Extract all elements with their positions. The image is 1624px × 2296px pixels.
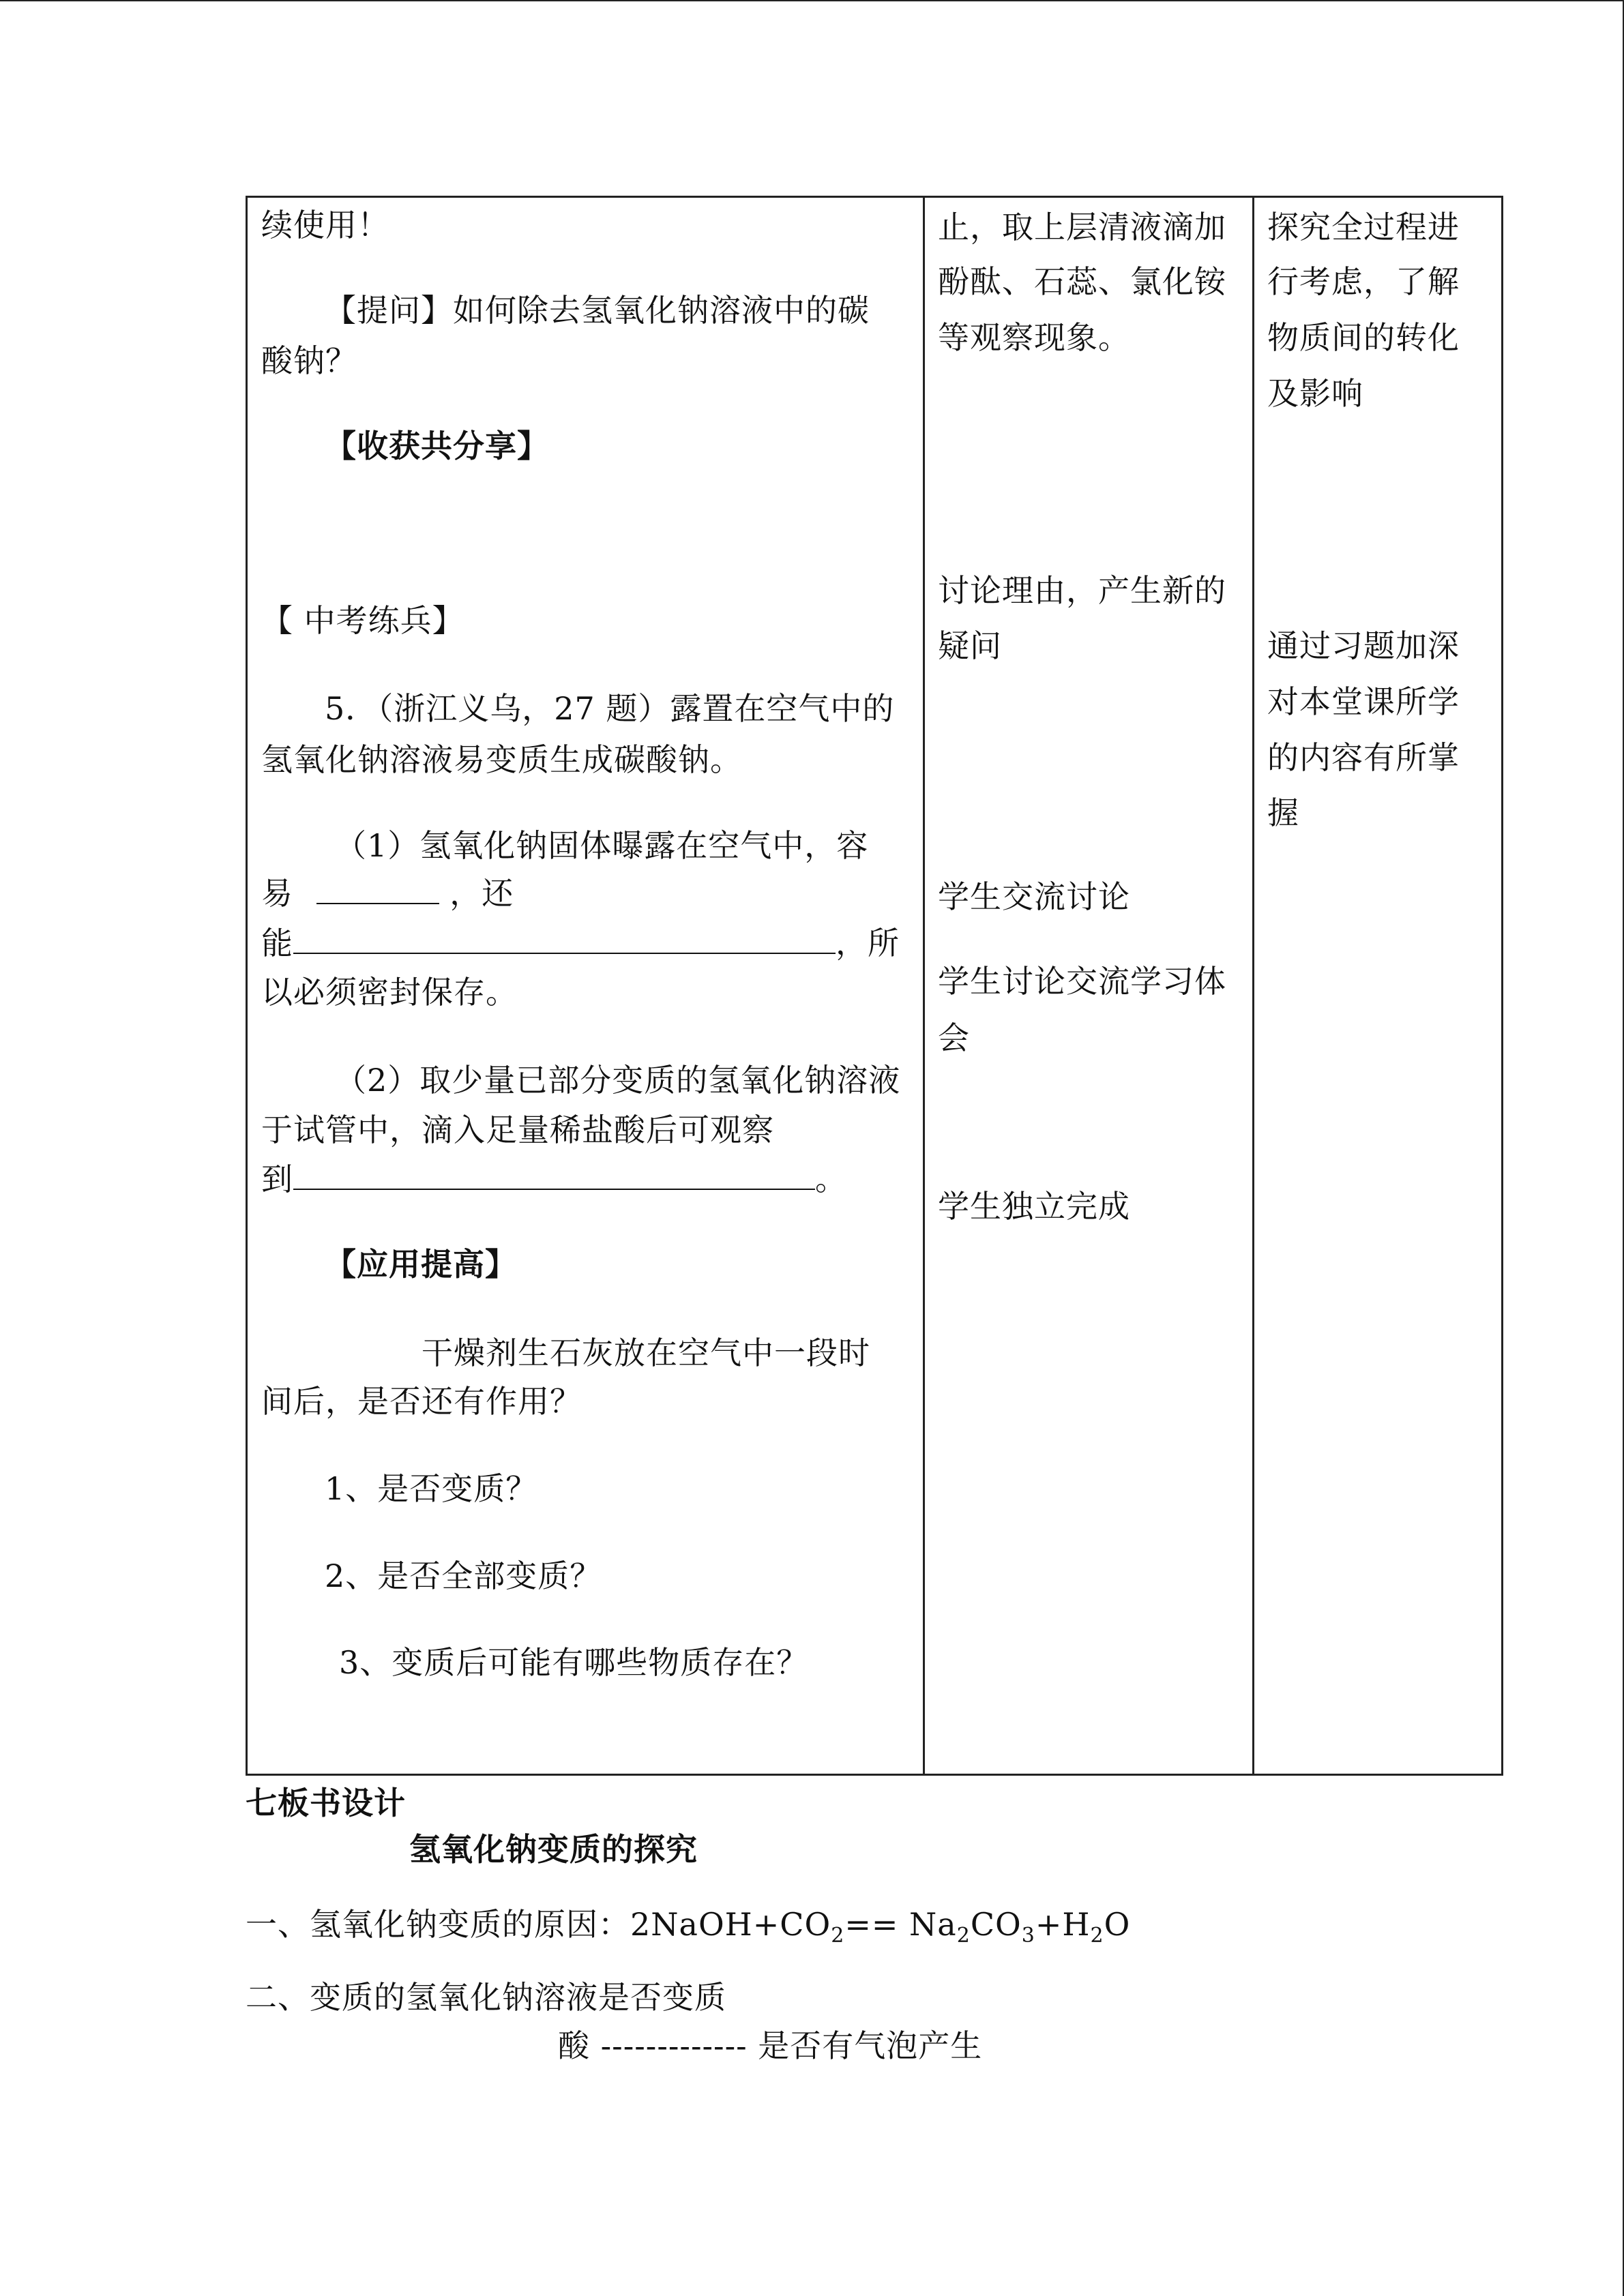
item-3: 3、变质后可能有哪些物质存在？ <box>339 1644 809 1681</box>
answer-blank-2[interactable] <box>293 917 836 954</box>
apply-line-2: 间后，是否还有作用？ <box>261 1383 582 1420</box>
apply-line-1: 干燥剂生石灰放在空气中一段时 <box>422 1335 870 1371</box>
middle-line-3: 等观察现象。 <box>938 319 1130 356</box>
sub1-line-2 <box>261 867 514 920</box>
item-2: 2、是否全部变质？ <box>325 1557 602 1594</box>
sub1-line-3 <box>261 916 900 970</box>
discuss-line-2: 疑问 <box>938 627 1002 664</box>
right-line-1: 探究全过程进 <box>1267 209 1460 245</box>
exam-heading: 【 中考练兵】 <box>261 602 464 639</box>
column-divider-1 <box>923 198 925 1774</box>
sub1-line-1: （1）氢氧化钠固体曝露在空气中，容 <box>335 827 869 864</box>
continued-text: 续使用！ <box>261 207 389 243</box>
column-divider-2 <box>1252 198 1254 1774</box>
board-design-heading: 七板书设计 <box>246 1785 406 1821</box>
right-line-2: 行考虑，了解 <box>1267 263 1460 300</box>
equation: $2NaOH+CO_2== Na_2CO_3+H_2O$ <box>630 1906 1131 1948</box>
reason-prefix: 一、氢氧化钠变质的原因： <box>246 1906 630 1943</box>
exercise-line-4: 握 <box>1267 794 1299 831</box>
apply-heading: 【应用提高】 <box>325 1246 517 1283</box>
exercise-line-3: 的内容有所掌 <box>1267 739 1460 776</box>
sub2-line-3 <box>261 1152 847 1206</box>
sub1-line-2-suffix: ，还 <box>449 875 514 912</box>
reason-line <box>246 1898 1130 1951</box>
question-line-1: 【提问】如何除去氢氧化钠溶液中的碳 <box>325 292 870 329</box>
discuss-line-1: 讨论理由，产生新的 <box>938 572 1226 609</box>
sub2-line-1: （2）取少量已部分变质的氢氧化钠溶液 <box>335 1062 901 1099</box>
question-line-2: 酸钠？ <box>261 342 357 379</box>
exchange-text: 学生交流讨论 <box>938 878 1130 915</box>
sub1-line-3-prefix: 能 <box>261 925 293 961</box>
right-line-3: 物质间的转化 <box>1267 319 1460 356</box>
independent-text: 学生独立完成 <box>938 1188 1130 1225</box>
answer-blank-3[interactable] <box>293 1153 815 1190</box>
sub2-line-3-prefix: 到 <box>261 1161 293 1197</box>
board-title: 氢氧化钠变质的探究 <box>409 1831 698 1868</box>
right-line-4: 及影响 <box>1267 375 1363 412</box>
harvest-heading: 【收获共分享】 <box>325 428 549 464</box>
item-1: 1、是否变质？ <box>325 1470 538 1507</box>
q5-line-2: 氢氧化钠溶液易变质生成碳酸钠。 <box>261 741 742 778</box>
sub1-line-3-suffix: ，所 <box>836 925 900 961</box>
sub2-line-2: 于试管中，滴入足量稀盐酸后可观察 <box>261 1112 774 1148</box>
q5-line-1: 5．（浙江义乌，27 题）露置在空气中的 <box>325 690 895 727</box>
experience-line-1: 学生讨论交流学习体 <box>938 963 1226 1000</box>
sub2-line-3-suffix: 。 <box>815 1161 847 1197</box>
exercise-line-2: 对本堂课所学 <box>1267 683 1460 720</box>
acid-line: 酸 ------------- 是否有气泡产生 <box>558 2027 983 2064</box>
sub1-line-2-prefix: 易 <box>261 875 293 912</box>
answer-blank-1[interactable] <box>316 867 439 904</box>
experience-line-2: 会 <box>938 1019 970 1056</box>
middle-line-1: 止，取上层清液滴加 <box>938 209 1226 245</box>
exercise-line-1: 通过习题加深 <box>1267 627 1460 664</box>
sub1-line-4: 以必须密封保存。 <box>261 974 518 1011</box>
point-2: 二、变质的氢氧化钠溶液是否变质 <box>246 1979 726 2016</box>
middle-line-2: 酚酞、石蕊、氯化铵 <box>938 263 1226 300</box>
